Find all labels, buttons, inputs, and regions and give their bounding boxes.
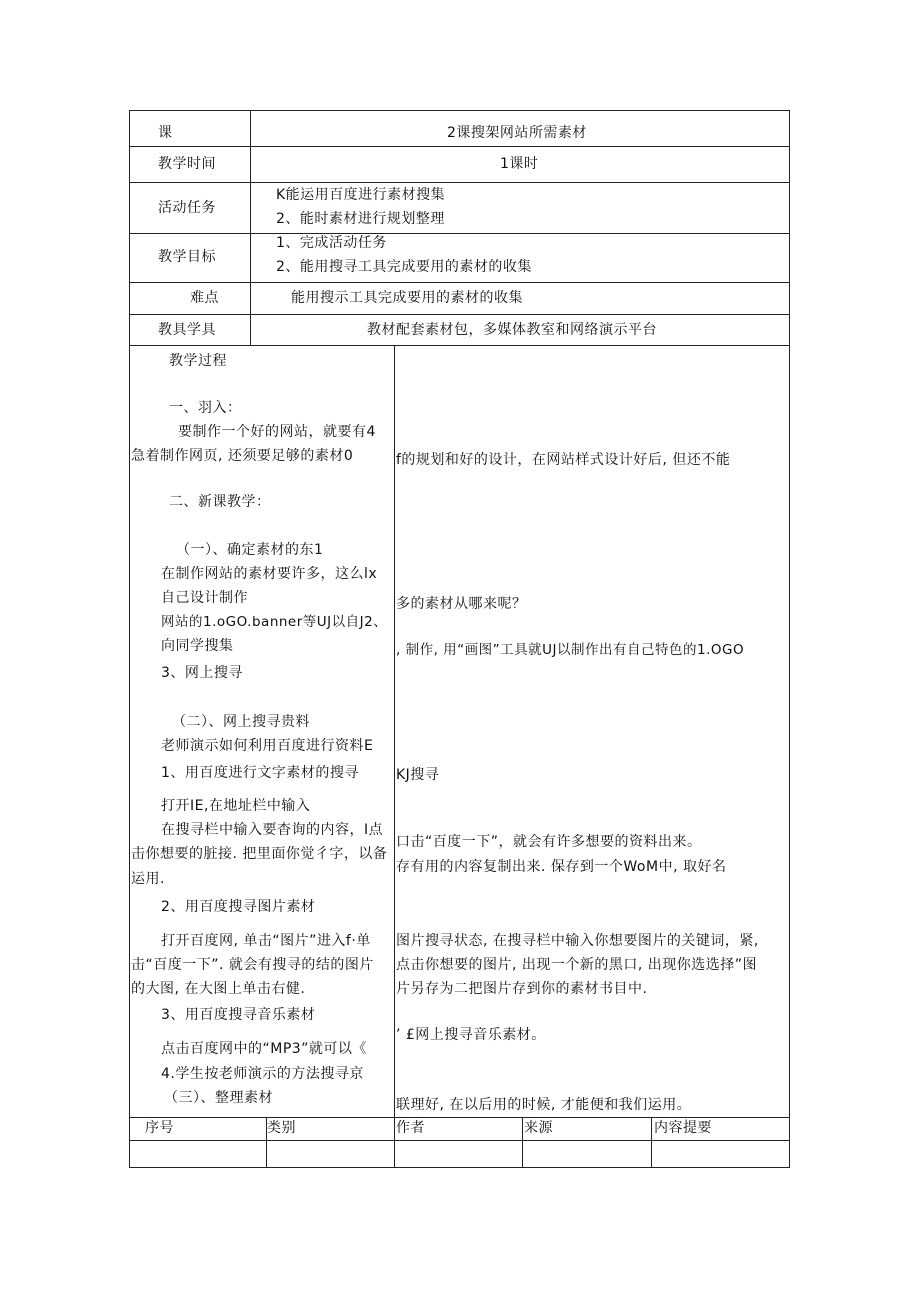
part2-right5: 存有用的内容复制出来. 保存到一个WoM中, 取好名 [396,859,727,875]
course-title: 2课搜架网站所需素材 [447,125,587,141]
part2-right9: 点击你想要的图片, 出现一个新的黑口, 出现你选选择”图 [396,957,758,973]
rule-row6 [129,345,790,346]
part2-line12: 点击百度网中的“MP3”就可以《 [161,1041,367,1057]
part2-line7: 2、用百度搜寻图片素材 [161,899,316,915]
difficulty-label: 难点 [190,290,219,306]
part2-right4: 口击“百度一下”，就会有许多想要的资料出来。 [396,834,702,850]
part1-right1: 多的素材从哪来呢？ [396,596,527,612]
course-label: 课 [158,125,173,141]
rule-table-mid [129,1140,790,1141]
rule-process-split [394,345,395,1168]
part2-right2: KJ搜寻 [396,767,440,783]
section2-heading: 二、新课教学： [169,494,271,510]
table-header-number: 序号 [145,1120,174,1136]
part2-line1: 老师演示如何利用百度进行资料E [161,738,374,754]
rule-table-top [129,1117,790,1118]
goal-item-2: 2、能用搜寻工具完成要用的素材的收集 [276,259,532,275]
part2-line13: 4.学生按老师演示的方法搜寻京 [161,1066,364,1082]
activity-item-2: 2、能时素材进行规划整理 [276,211,445,227]
time-value: 1课时 [500,156,539,172]
rule-left [129,110,130,1168]
rule-row2 [129,182,790,183]
difficulty-value: 能用搜示工具完成要用的素材的收集 [291,290,523,306]
rule-table-col5 [651,1117,652,1168]
part2-heading: （二）、网上搜寻贵料 [172,714,310,730]
goal-label: 教学目标 [158,249,216,265]
activity-label: 活动任务 [158,200,216,216]
part2-line6: 运用. [131,871,165,887]
part2-right12: ’ £网上搜寻音乐素材。 [396,1027,546,1043]
rule-row1 [129,146,790,147]
section1-line2: 急着制作网页, 还须要足够的素材0 [131,448,354,464]
part2-line10: 的大图, 在大图上单击右健. [131,981,306,997]
part1-line3: 网站的1.oGO.banner等UJ以自J2、 [161,614,388,630]
time-label: 教学时间 [158,156,216,172]
part2-line8: 打开百度网, 单击“图片”进入f·单 [161,933,371,949]
part1-line5: 3、网上搜寻 [161,665,243,681]
rule-label-col [250,110,251,345]
part2-line9: 击“百度一下”. 就会有搜寻的结的图片 [131,957,374,973]
table-header-category: 类别 [267,1120,296,1136]
table-header-summary: 内容提要 [654,1120,712,1136]
rule-top [129,110,790,111]
part2-line3: 打开IE,在地址栏中输入 [161,798,311,814]
part2-line11: 3、用百度搜寻音乐素材 [161,1007,316,1023]
part1-heading: （一）、确定素材的东1 [176,542,324,558]
table-header-author: 作者 [396,1120,425,1136]
part3-heading: （三）、整理素材 [164,1090,273,1106]
part2-line2: 1、用百度进行文字素材的搜寻 [161,765,359,781]
goal-item-1: 1、完成活动任务 [276,235,387,251]
section1-right: f的规划和好的设计，在网站样式设计好后, 但还不能 [396,452,731,468]
section1-heading: 一、羽入： [169,400,242,416]
part1-right2: , 制作, 用“画图”工具就UJ以制作出有自己特色的1.OGO [396,642,745,658]
tools-label: 教具学具 [158,322,216,338]
rule-row4 [129,282,790,283]
part2-right10: 片另存为二把图片存到你的素材书目中. [396,981,648,997]
rule-right [789,110,790,1168]
activity-item-1: K能运用百度进行素材搜集 [276,187,446,203]
part3-right: 联理好, 在以后用的时候, 才能便和我们运用。 [396,1097,692,1113]
part2-line5: 击你想要的脏接. 把里面你觉彳字，以备 [131,846,388,862]
rule-row3 [129,233,790,234]
part2-right8: 图片搜寻状态, 在搜寻栏中输入你想要图片的关键词，紧, [396,933,759,949]
rule-bottom [129,1167,790,1168]
table-header-source: 来源 [524,1120,553,1136]
part2-line4: 在搜寻栏中输入要杳询的内容，I点 [161,822,384,838]
section1-line1: 要制作一个好的网站，就要有4 [178,424,376,440]
tools-value: 教材配套素材包，多媒体教室和网络演示平台 [367,322,657,338]
part1-line4: 向同学搜集 [161,638,234,654]
rule-row5 [129,314,790,315]
rule-table-col4 [522,1117,523,1168]
part1-line2: 自己设计制作 [161,590,248,606]
process-title: 教学过程 [169,353,227,369]
part1-line1: 在制作网站的素材要许多，这么lx [161,566,378,582]
